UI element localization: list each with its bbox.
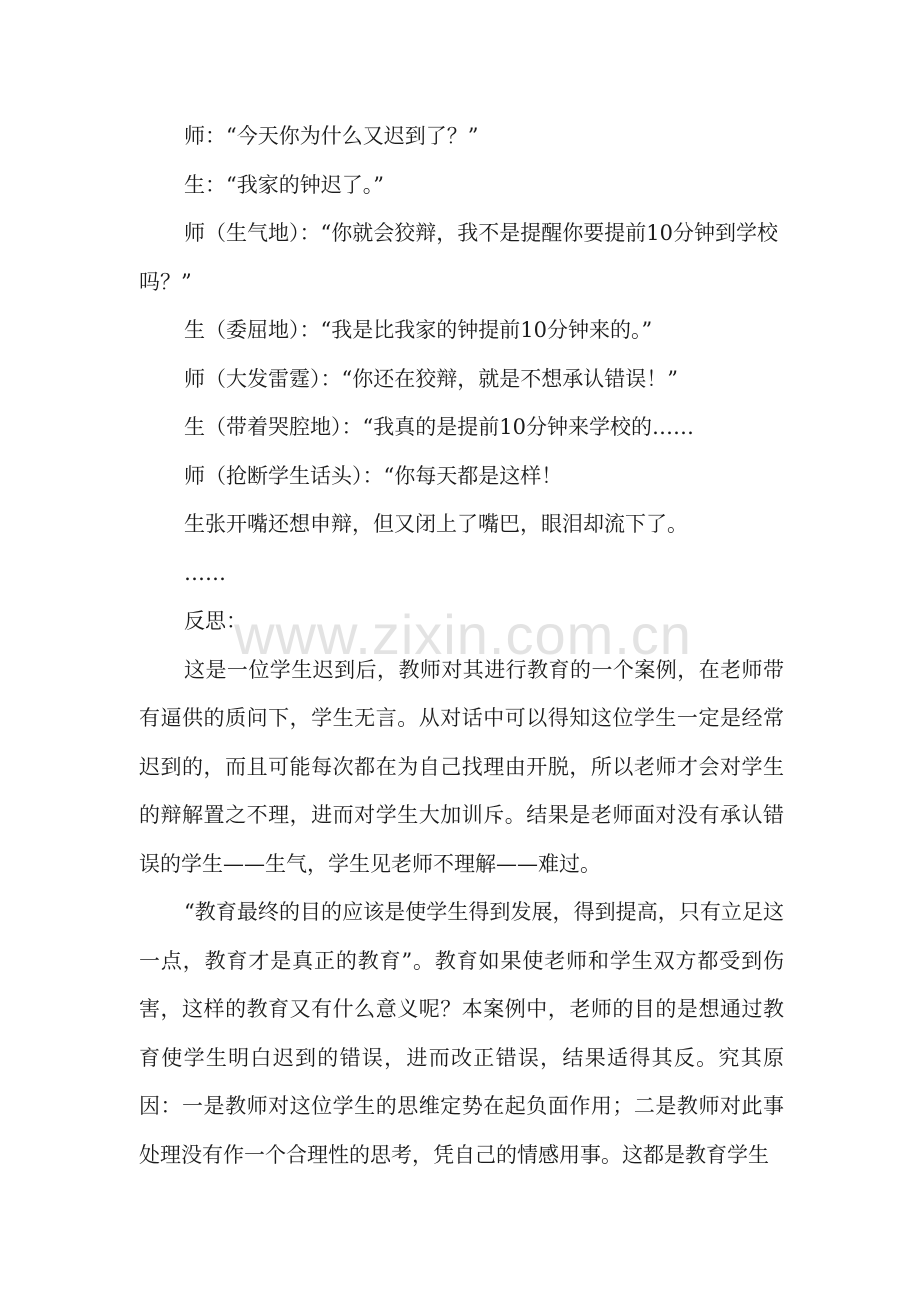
dialogue-line: 师（抢断学生话头）：“你每天都是这样！ [184,463,563,488]
dialogue-line: 生：“我家的钟迟了。” [184,172,384,197]
body-paragraph: “教育最终的目的应该是使学生得到发展，得到提高，只有立足这一点，教育才是真正的教育”。教育如果使老师和学生双方都受到伤害，这样的教育又有什么意义呢？本案例中，老师的目的是想通过教育使学生明白迟到的错误，进而改正错误，结果适得其反。究其原因：一是教师对这位学生的思维定势在起负面作用；二是教师对此事处理没有作一个合理性的思考，凭自己的情感用事。这都是教育学生 [139,900,784,1167]
reflection-heading: 反思： [184,609,247,633]
ellipsis-line: …… [184,560,226,585]
document-content [139,112,784,1179]
reflection-body [139,646,784,1180]
dialogue-section [139,112,784,597]
dialogue-line: 师（大发雷霆）：“你还在狡辩，就是不想承认错误！” [184,366,678,391]
dialogue-line: 师（生气地）：“你就会狡辩，我不是提醒你要提前10分钟到学校吗？” [139,221,778,294]
dialogue-line: 生（带着哭腔地）：“我真的是提前10分钟来学校的…… [184,415,694,439]
watermark-text: www.zixin.com.cn [234,603,692,666]
body-paragraph: 这是一位学生迟到后，教师对其进行教育的一个案例，在老师带有逼供的质问下，学生无言。从对话中可以得知这位学生一定是经常迟到的，而且可能每次都在为自己找理由开脱，所以老师才会对学生的辩解置之不理，进而对学生大加训斥。结果是老师面对没有承认错误的学生——生气，学生见老师不理解——难过。 [139,657,784,876]
dialogue-line: 师：“今天你为什么又迟到了？” [184,124,479,148]
dialogue-line: 生张开嘴还想申辩，但又闭上了嘴巴，眼泪却流下了。 [184,512,688,536]
dialogue-line: 生（委屈地）：“我是比我家的钟提前10分钟来的。” [184,318,653,342]
